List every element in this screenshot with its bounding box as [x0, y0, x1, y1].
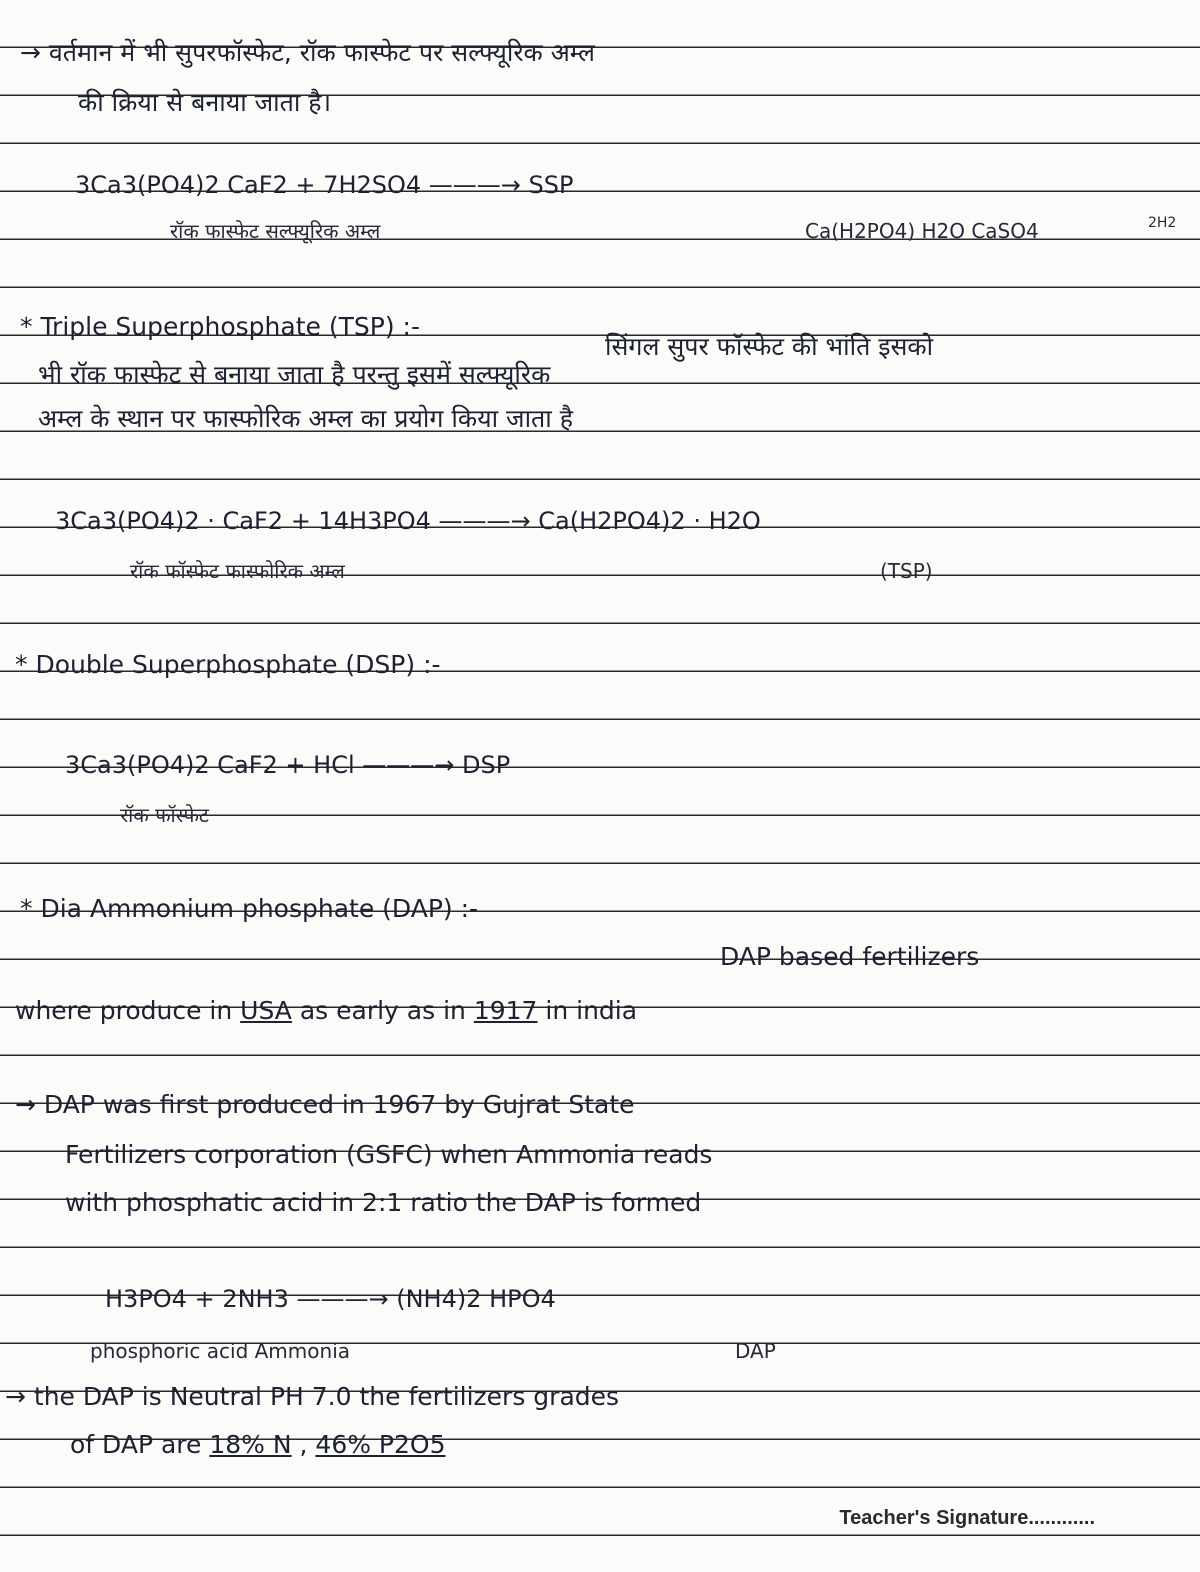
ssp-equation-labels: रॉक फास्फेट सल्फ्यूरिक अम्ल [170, 219, 381, 243]
tsp-intro-line-1: सिंगल सुपर फॉस्फेट की भांति इसको [605, 332, 934, 361]
dap-equation-product-label: DAP [735, 1339, 776, 1363]
dap-line-2 [15, 996, 637, 1026]
tsp-equation: 3Ca3(PO4)2 · CaF2 + 14H3PO4 ———→ Ca(H2PO4)2 · H2O [55, 507, 761, 535]
dap-line-1: DAP based fertilizers [720, 942, 980, 971]
tsp-equation-product-label: (TSP) [880, 559, 933, 583]
dap-point-4: → the DAP is Neutral PH 7.0 the fertilizers grades [5, 1382, 620, 1411]
dap-point-5-separator: , [291, 1430, 316, 1459]
teacher-signature: Teacher's Signature............ [839, 1507, 1095, 1529]
dap-line-2-part-b: as early as in [291, 996, 474, 1025]
dap-line-2-part-a: where produce in [15, 996, 241, 1025]
ssp-equation-product: Ca(H2PO4) H2O CaSO4 [805, 219, 1039, 243]
tsp-equation-labels: रॉक फॉस्फेट फास्फोरिक अम्ल [130, 559, 345, 583]
ssp-equation-note: 2H2 [1148, 215, 1177, 231]
ssp-equation: 3Ca3(PO4)2 CaF2 + 7H2SO4 ———→ SSP [75, 171, 574, 199]
dap-line-2-year: 1917 [473, 996, 538, 1025]
dsp-equation-label: रॉक फॉस्फेट [120, 803, 209, 827]
dap-grade-nitrogen: 18% N [209, 1430, 292, 1459]
dap-equation: H3PO4 + 2NH3 ———→ (NH4)2 HPO4 [105, 1285, 556, 1313]
dsp-equation: 3Ca3(PO4)2 CaF2 + HCl ———→ DSP [65, 751, 511, 779]
tsp-intro-line-3: अम्ल के स्थान पर फास्फोरिक अम्ल का प्रयोग किया जाता है [38, 404, 573, 433]
dap-line-2-part-c: in india [537, 996, 638, 1025]
dap-point-5 [70, 1430, 446, 1460]
dap-point-2: Fertilizers corporation (GSFC) when Ammonia reads [65, 1140, 713, 1169]
dap-point-1: → DAP was first produced in 1967 by Gujrat State [15, 1090, 635, 1119]
dap-point-3: with phosphatic acid in 2:1 ratio the DAP is formed [65, 1188, 702, 1217]
dap-line-2-usa: USA [240, 996, 292, 1025]
dap-grade-phosphorus: 46% P2O5 [315, 1430, 446, 1459]
tsp-intro-line-2: भी रॉक फास्फेट से बनाया जाता है परन्तु इसमें सल्फ्यूरिक [38, 360, 551, 389]
dsp-heading: * Double Superphosphate (DSP) :- [15, 650, 441, 679]
dap-point-5-part-a: of DAP are [70, 1430, 210, 1459]
dap-equation-labels: phosphoric acid Ammonia [90, 1339, 350, 1363]
tsp-heading: * Triple Superphosphate (TSP) :- [20, 312, 420, 341]
ssp-intro-line-2: की क्रिया से बनाया जाता है। [78, 88, 332, 117]
ssp-intro-line-1: → वर्तमान में भी सुपरफॉस्फेट, रॉक फास्फेट पर सल्फ्यूरिक अम्ल [20, 38, 595, 67]
dap-heading: * Dia Ammonium phosphate (DAP) :- [20, 894, 479, 923]
